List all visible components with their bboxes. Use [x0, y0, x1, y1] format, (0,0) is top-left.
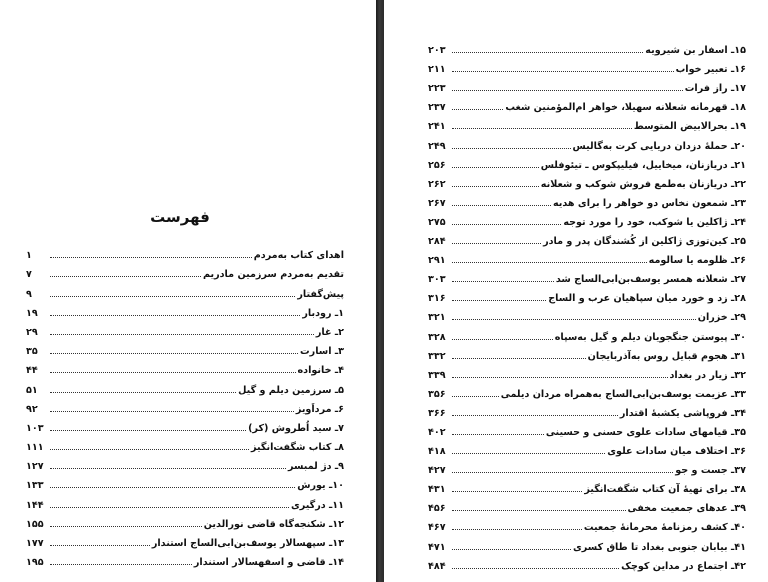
toc-entry	[428, 113, 746, 132]
toc-entry-page: ۳۲۱	[428, 312, 446, 324]
toc-entry-page: ۴۵۶	[428, 503, 446, 515]
toc-entry-page: ۴۱۸	[428, 446, 446, 458]
toc-leader-dots	[50, 392, 236, 393]
toc-entry-page: ۱۹	[26, 307, 38, 319]
toc-leader-dots	[452, 510, 626, 511]
toc-entry-page: ۴۳۱	[428, 484, 446, 496]
toc-entry-title: ۴۰ـ کشف رمزنامهٔ محرمانهٔ جمعیت	[583, 522, 746, 534]
toc-entry-title: ۷ـ سید اُطروش (کر)	[248, 422, 344, 434]
toc-entry	[26, 491, 344, 510]
toc-entry	[428, 533, 746, 552]
toc-leader-dots	[50, 526, 202, 527]
toc-leader-dots	[452, 453, 605, 454]
toc-entry-title: ۳ـ اسارت	[300, 346, 344, 358]
toc-entry-page: ۱۵۵	[26, 518, 44, 530]
book-gutter	[376, 0, 384, 582]
toc-entry	[26, 357, 344, 376]
toc-leader-dots	[452, 281, 554, 282]
toc-entry	[428, 323, 746, 342]
toc-entry	[26, 415, 344, 434]
toc-entry-title: ۲۵ـ کین‌توزی ژاکلین از کُشندگان پدر و مادر	[543, 236, 746, 248]
toc-entry	[428, 476, 746, 495]
toc-entry-page: ۲۵۶	[428, 159, 446, 171]
toc-entry	[428, 37, 746, 56]
toc-entry-page: ۲۴۹	[428, 140, 446, 152]
toc-entry-title: ۱۴ـ قاضی و اسفهسالار استندار	[193, 557, 344, 569]
toc-entry	[26, 511, 344, 530]
toc-entry-page: ۹۲	[26, 403, 38, 415]
toc-entry-page: ۲۹۱	[428, 255, 446, 267]
toc-leader-dots	[452, 568, 619, 569]
toc-leader-dots	[452, 52, 643, 53]
toc-entry-page: ۲۰۳	[428, 45, 446, 57]
toc-entry-title: تقدیم به‌مردم سرزمین مادریم	[202, 269, 344, 281]
toc-entry-page: ۲۶۲	[428, 178, 446, 190]
toc-entry-page: ۱۷۷	[26, 538, 44, 549]
left-toc-list	[26, 242, 344, 568]
toc-entry-title: ۳۱ـ هجوم قبایل روس به‌آذربایجان	[587, 350, 746, 362]
toc-entry	[428, 457, 746, 476]
toc-entry-title: ۳۴ـ فروپاشی یکشبهٔ اقتدار	[619, 407, 746, 419]
toc-entry	[428, 94, 746, 113]
toc-leader-dots	[50, 430, 246, 431]
toc-entry-title: ۳۷ـ جست و جو	[675, 465, 746, 477]
toc-entry	[428, 400, 746, 419]
toc-entry-title: ۲۶ـ ظلومه یا سالومه	[648, 255, 746, 267]
toc-entry-title: ۱۵ـ اسفار بن شیرویه	[645, 45, 746, 57]
toc-entry-title: ۱۲ـ شکنجه‌گاه قاضی نورالدین	[203, 518, 344, 530]
toc-entry-page: ۱۱۱	[26, 442, 44, 454]
toc-leader-dots	[50, 468, 286, 469]
toc-leader-dots	[452, 167, 539, 168]
toc-entry-title: ۲۹ـ خزران	[697, 312, 746, 324]
toc-leader-dots	[50, 507, 289, 508]
toc-entry-page: ۳۰۳	[428, 274, 446, 286]
toc-entry-title: ۸ـ کتاب شگفت‌انگیز	[251, 442, 344, 454]
toc-leader-dots	[452, 491, 582, 492]
toc-entry	[26, 434, 344, 453]
toc-leader-dots	[452, 377, 668, 378]
toc-entry-page: ۲۷۵	[428, 216, 446, 228]
toc-entry-page: ۴۸۴	[428, 560, 446, 572]
toc-entry-title: ۲۷ـ شعلانه همسر یوسف‌بن‌ابی‌الساج شد	[555, 274, 746, 286]
toc-entry-title: ۱ـ رودبار	[302, 307, 344, 319]
toc-entry-title: ۵ـ سرزمین دیلم و گیل	[238, 384, 344, 396]
toc-leader-dots	[50, 372, 296, 373]
toc-leader-dots	[452, 319, 696, 320]
toc-entry	[26, 242, 344, 261]
toc-entry	[428, 266, 746, 285]
toc-leader-dots	[452, 109, 503, 110]
toc-entry-title: ۴ـ خانواده	[297, 365, 344, 377]
toc-leader-dots	[452, 148, 571, 149]
toc-entry	[26, 338, 344, 357]
toc-entry	[26, 472, 344, 491]
toc-entry-page: ۷	[26, 269, 32, 281]
toc-entry	[26, 549, 344, 568]
toc-entry	[26, 530, 344, 549]
toc-entry-page: ۳۳۲	[428, 350, 446, 362]
toc-entry-page: ۴۲۷	[428, 465, 446, 477]
toc-entry-title: ۳۰ـ پیوستن جنگجویان دیلم و گیل به‌سپاه	[554, 331, 746, 343]
toc-entry-page: ۱۰۳	[26, 422, 44, 434]
toc-entry-page: ۳۵	[26, 346, 38, 358]
toc-entry	[428, 56, 746, 75]
toc-leader-dots	[50, 315, 300, 316]
toc-entry-page: ۲۸۴	[428, 236, 446, 248]
toc-leader-dots	[50, 411, 294, 412]
toc-entry	[428, 343, 746, 362]
toc-entry-page: ۳۲۸	[428, 331, 446, 343]
toc-leader-dots	[452, 224, 561, 225]
toc-entry-page: ۱۹۵	[26, 557, 44, 569]
toc-entry	[428, 419, 746, 438]
toc-entry-page: ۱۳۳	[26, 480, 44, 492]
toc-entry-page: ۲۲۳	[428, 83, 446, 95]
toc-entry-page: ۳۵۶	[428, 388, 446, 400]
toc-entry-page: ۳۳۹	[428, 369, 446, 381]
toc-leader-dots	[452, 262, 647, 263]
toc-entry-title: ۳۳ـ عزیمت یوسف‌بن‌ابی‌الساج به‌همراه مردان دیلمی	[500, 388, 746, 400]
toc-leader-dots	[50, 276, 201, 277]
toc-leader-dots	[452, 90, 683, 91]
toc-entry	[428, 75, 746, 94]
toc-entry-title: ۳۹ـ عدهای جمعیت مخفی	[627, 503, 746, 515]
toc-leader-dots	[50, 487, 295, 488]
toc-leader-dots	[452, 358, 586, 359]
toc-entry	[26, 453, 344, 472]
toc-entry-title: ۱۳ـ سپهسالار یوسف‌بن‌ابی‌الساج استندار	[151, 538, 344, 549]
toc-leader-dots	[452, 243, 541, 244]
toc-entry	[428, 304, 746, 323]
toc-entry-page: ۴۷۱	[428, 541, 446, 553]
toc-entry-title: ۴۲ـ اجتماع در مداین کوچک	[621, 560, 746, 572]
toc-entry-page: ۴۰۲	[428, 426, 446, 438]
toc-entry-title: ۴۱ـ بیابان جنوبی بغداد تا طاق کسری	[573, 541, 746, 553]
toc-entry-title: ۹ـ دژ لمبسر	[288, 461, 344, 473]
toc-leader-dots	[452, 128, 632, 129]
toc-leader-dots	[452, 339, 553, 340]
toc-entry	[428, 152, 746, 171]
toc-entry-page: ۲۹	[26, 326, 38, 338]
toc-entry-title: ۲۸ـ زد و خورد میان سپاهیان عرب و الساج	[548, 293, 746, 305]
toc-entry-title: اهدای کتاب به‌مردم	[253, 250, 344, 262]
toc-leader-dots	[50, 564, 192, 565]
toc-entry-title: ۱۸ـ قهرمانه شعلانه سهیلا، خواهر ام‌المؤمنین شغب	[505, 102, 746, 114]
toc-entry-title: ۱۹ـ بحرالابیض المتوسط	[633, 121, 746, 133]
toc-entry-title: ۱۶ـ تعبیر خواب	[675, 64, 746, 76]
toc-entry	[428, 285, 746, 304]
toc-entry	[428, 228, 746, 247]
toc-entry-page: ۲۴۱	[428, 121, 446, 133]
toc-entry	[428, 514, 746, 533]
toc-entry-title: ۳۲ـ زیار در بغداد	[669, 369, 746, 381]
toc-entry-page: ۹	[26, 288, 32, 300]
toc-entry	[428, 171, 746, 190]
toc-leader-dots	[50, 449, 249, 450]
toc-entry-page: ۱۲۷	[26, 461, 44, 473]
toc-entry-title: ۳۶ـ اختلاف میان سادات علوی	[607, 446, 746, 458]
toc-entry-page: ۲۶۷	[428, 197, 446, 209]
toc-entry	[428, 190, 746, 209]
toc-entry	[26, 319, 344, 338]
toc-entry	[26, 261, 344, 280]
toc-entry-page: ۵۱	[26, 384, 38, 396]
left-page	[0, 0, 376, 582]
toc-entry-page: ۳۱۶	[428, 293, 446, 305]
toc-entry-title: پیش‌گفتار	[297, 288, 344, 300]
toc-entry	[428, 553, 746, 572]
toc-entry	[428, 381, 746, 400]
toc-leader-dots	[452, 415, 618, 416]
toc-entry	[428, 362, 746, 381]
toc-leader-dots	[50, 545, 150, 546]
toc-entry-title: ۱۷ـ راز فرات	[684, 83, 746, 95]
toc-entry-title: ۱۱ـ درگیری	[290, 499, 344, 511]
toc-entry-title: ۲۳ـ شمعون نخاس دو خواهر را برای هدیه	[552, 197, 746, 209]
toc-leader-dots	[452, 472, 673, 473]
toc-entry	[428, 495, 746, 514]
toc-entry-page: ۱	[26, 250, 32, 262]
toc-entry-page: ۴۶۷	[428, 522, 446, 534]
toc-leader-dots	[452, 434, 544, 435]
toc-leader-dots	[452, 71, 674, 72]
toc-entry	[26, 396, 344, 415]
toc-entry	[26, 300, 344, 319]
toc-entry-title: ۲۴ـ ژاکلین یا شوکب، خود را مورد توجه	[563, 216, 746, 228]
toc-leader-dots	[452, 300, 546, 301]
toc-entry-page: ۲۳۷	[428, 102, 446, 114]
toc-entry-page: ۴۴	[26, 365, 38, 377]
right-toc-list	[428, 37, 746, 572]
toc-leader-dots	[50, 353, 298, 354]
toc-leader-dots	[452, 396, 499, 397]
toc-leader-dots	[50, 334, 314, 335]
toc-entry-title: ۶ـ مرداَویز	[295, 403, 344, 415]
toc-leader-dots	[50, 257, 252, 258]
toc-entry-title: ۲ـ غار	[315, 326, 344, 338]
toc-entry-title: ۳۸ـ برای تهیهٔ آن کتاب شگفت‌انگیز	[584, 484, 746, 496]
toc-entry-page: ۳۶۶	[428, 407, 446, 419]
toc-entry-title: ۳۵ـ قیامهای سادات علوی حسنی و حسینی	[545, 426, 746, 438]
toc-entry	[428, 247, 746, 266]
toc-entry-page: ۱۴۴	[26, 499, 44, 511]
toc-entry-page: ۲۱۱	[428, 64, 446, 76]
toc-entry	[428, 438, 746, 457]
toc-leader-dots	[452, 549, 571, 550]
toc-entry	[26, 280, 344, 299]
toc-leader-dots	[452, 205, 551, 206]
toc-entry	[26, 376, 344, 395]
toc-entry-title: ۲۱ـ دریازنان، میخاییل، فیلیپکوس ـ تیئوفلس	[540, 159, 746, 171]
toc-entry-title: ۱۰ـ یورش	[297, 480, 344, 492]
toc-entry	[428, 209, 746, 228]
toc-title: فهرست	[150, 208, 210, 226]
toc-leader-dots	[50, 296, 295, 297]
toc-entry-title: ۲۲ـ دریازنان به‌طمع فروش شوکب و شعلانه	[540, 178, 746, 190]
toc-entry	[428, 132, 746, 151]
toc-leader-dots	[452, 186, 539, 187]
toc-leader-dots	[452, 529, 582, 530]
toc-entry-title: ۲۰ـ حملهٔ دزدان دریایی کرت به‌گالیس	[572, 140, 746, 152]
